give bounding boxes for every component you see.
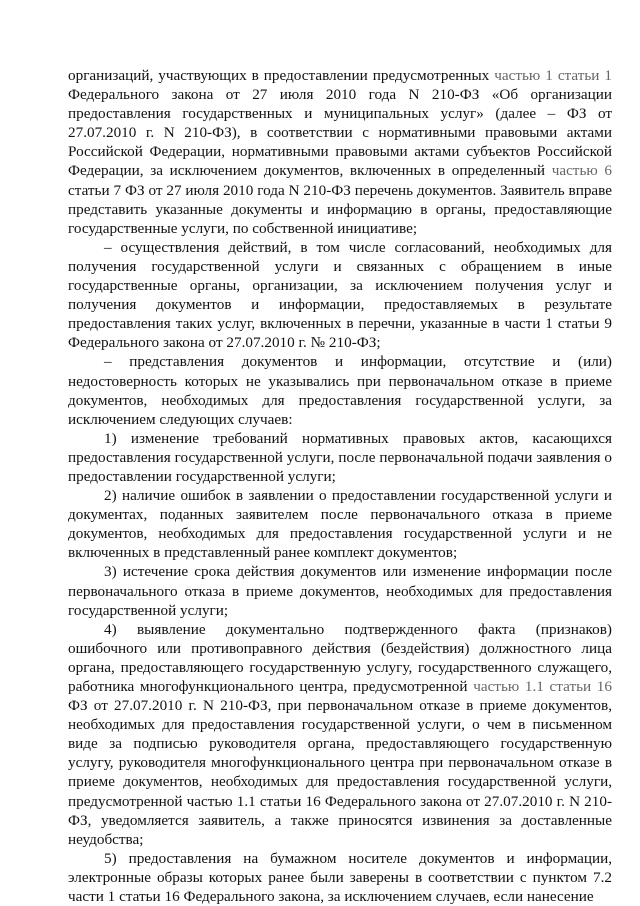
text-run: 4) выявление документально подтвержденного факта (признаков) ошибочного или противоправного действия (бездействия) должностного лица органа, предоставляющего государственную услугу, государственного служащего, работника многофункционального центра, предусмотренной <box>68 620 612 695</box>
list-item-5 <box>68 849 612 906</box>
law-reference[interactable]: частью 1.1 статьи 16 <box>473 678 612 695</box>
text-run: статьи 7 ФЗ от 27 июля 2010 года N 210-ФЗ перечень документов. Заявитель вправе представить указанные документы и информацию в органы, предоставляющие государственные услуги, по собственной инициативе; <box>68 181 612 237</box>
text-run: 3) истечение срока действия документов или изменение информации после первоначального отказа в приеме документов, необходимых для предоставления государственной услуги; <box>68 563 612 619</box>
text-run: Федерального закона от 27 июля 2010 года N 210-ФЗ «Об организации предоставления государственных и муниципальных услуг» (далее – ФЗ от 27.07.2010 г. N 210-ФЗ), в соответствии с нормативными правовыми актами Российской Федерации, нормативными правовыми актами субъектов Российской Федерации, за исключением документов, включенных в определенный <box>68 86 612 180</box>
list-item-4 <box>68 620 612 849</box>
paragraph-continuation <box>68 66 612 238</box>
document-page <box>68 66 612 906</box>
paragraph-actions <box>68 238 612 353</box>
text-run: 1) изменение требований нормативных правовых актов, касающихся предоставления государственной услуги, после первоначальной подачи заявления о предоставлении государственной услуги; <box>68 429 612 485</box>
text-run: – осуществления действий, в том числе согласований, необходимых для получения государственной услуги и связанных с обращением в иные государственные органы, организации, за исключением получения услуг и получения документов и информации, предоставляемых в результате предоставления таких услуг, включенных в перечни, указанные в части 1 статьи 9 Федерального закона от 27.07.2010 г. № 210-ФЗ; <box>68 238 612 352</box>
text-run: ФЗ от 27.07.2010 г. N 210-ФЗ, при первоначальном отказе в приеме документов, необходимых для предоставления государственной услуги, о чем в письменном виде за подписью руководителя органа, предоставляющего государственную услугу, руководителя многофункционального центра при первоначальном отказе в приеме документов, необходимых для предоставления государственной услуги, предусмотренной частью 1.1 статьи 16 Федерального закона от 27.07.2010 г. N 210-ФЗ, уведомляется заявитель, а также приносятся извинения за доставленные неудобства; <box>68 697 612 848</box>
list-item-1 <box>68 429 612 486</box>
text-run: организаций, участвующих в предоставлении предусмотренных <box>68 67 495 84</box>
text-run: 2) наличие ошибок в заявлении о предоставлении государственной услуги и документах, поданных заявителем после первоначального отказа в приеме документов, необходимых для предоставления государственной услуги и не включенных в представленный ранее комплект документов; <box>68 487 612 562</box>
list-item-2 <box>68 486 612 562</box>
paragraph-documents <box>68 352 612 428</box>
law-reference[interactable]: частью 1 статьи 1 <box>494 67 612 84</box>
text-run: – представления документов и информации, отсутствие и (или) недостоверность которых не указывались при первоначальном отказе в приеме документов, необходимых для предоставления государственной услуги, за исключением следующих случаев: <box>68 353 612 428</box>
text-run: 5) предоставления на бумажном носителе документов и информации, электронные образы которых ранее были заверены в соответствии с пунктом 7.2 части 1 статьи 16 Федерального закона, за исключением случаев, если нанесение <box>68 849 612 906</box>
list-item-3 <box>68 562 612 619</box>
law-reference[interactable]: частью 6 <box>551 162 612 180</box>
